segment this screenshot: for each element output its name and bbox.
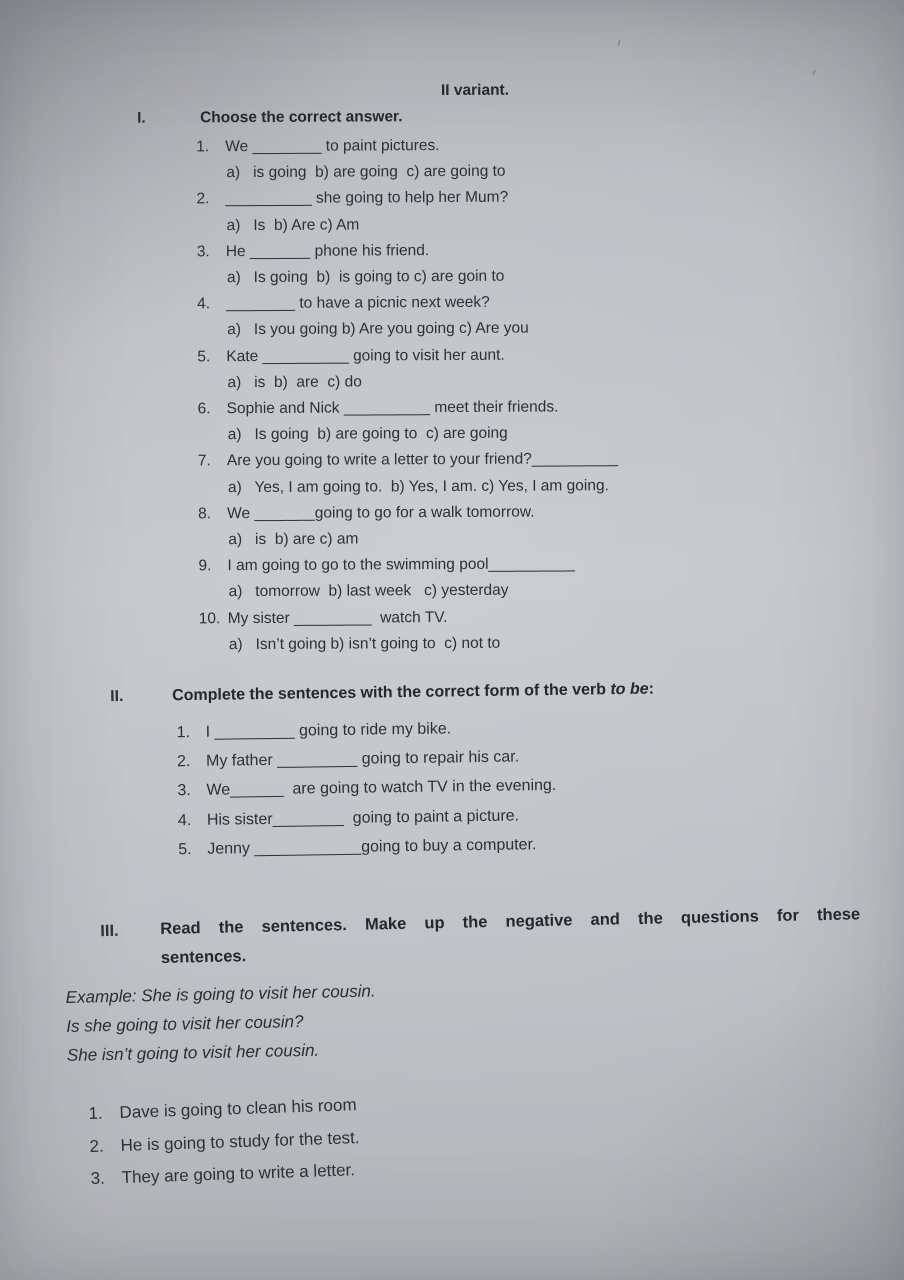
question-text: He _______ phone his friend. bbox=[225, 241, 430, 260]
section-2 bbox=[0, 675, 904, 867]
options-text: a) Is going b) are going to c) are going bbox=[227, 424, 508, 444]
question-text: Kate __________ going to visit her aunt. bbox=[226, 346, 505, 365]
item-text: Jenny ____________going to buy a computer. bbox=[207, 836, 537, 858]
item-number: 1. bbox=[176, 724, 191, 742]
section-1-label: I. bbox=[137, 109, 146, 127]
sentence-text: Dave is going to clean his room bbox=[119, 1095, 357, 1123]
sentence-number: 3. bbox=[90, 1168, 106, 1189]
question-text: My sister _________ watch TV. bbox=[227, 608, 448, 627]
item-number: 3. bbox=[177, 782, 191, 800]
section-2-heading bbox=[0, 675, 904, 709]
question-number: 9. bbox=[198, 557, 212, 575]
options-text: a) is going b) are going c) are going to bbox=[226, 162, 506, 182]
options-row bbox=[3, 628, 904, 659]
example-block bbox=[1, 965, 904, 1071]
section-2-label: II. bbox=[110, 687, 124, 706]
options-text: a) Is going b) is going to c) are goin to bbox=[226, 267, 505, 287]
section-1-questions bbox=[0, 131, 904, 660]
question-number: 5. bbox=[197, 347, 211, 365]
example-line: Is she going to visit her cousin? bbox=[66, 1011, 304, 1036]
item-text: His sister________ going to paint a picture. bbox=[206, 807, 520, 829]
paper-speck bbox=[812, 70, 816, 75]
section-3-heading bbox=[0, 899, 904, 975]
section-2-items bbox=[0, 708, 904, 867]
question-text: Are you going to write a letter to your friend?__________ bbox=[226, 450, 619, 470]
section-2-title-prefix: Complete the sentences with the correct form of the verb bbox=[172, 681, 611, 705]
section-3-label: III. bbox=[100, 921, 119, 941]
section-1-title: Choose the correct answer. bbox=[200, 108, 403, 127]
item-text: I _________ going to ride my bike. bbox=[205, 720, 452, 741]
item-text: We______ are going to watch TV in the evening. bbox=[206, 777, 557, 800]
options-text: a) is b) are c) do bbox=[227, 373, 362, 391]
question-number: 1. bbox=[196, 138, 210, 156]
item-text: My father _________ going to repair his car. bbox=[205, 748, 520, 771]
question-number: 2. bbox=[196, 190, 210, 208]
sentence-list bbox=[0, 1071, 904, 1198]
section-3-title-line1: Read the sentences. Make up the negative and the questions for these bbox=[160, 905, 861, 938]
item-number: 2. bbox=[176, 753, 191, 771]
question-number: 4. bbox=[197, 295, 211, 313]
question-text: I am going to go to the swimming pool__________ bbox=[227, 555, 575, 575]
section-3-title bbox=[160, 900, 861, 972]
options-text: a) tomorrow b) last week c) yesterday bbox=[228, 582, 509, 601]
section-2-title-verb: to be bbox=[610, 680, 649, 699]
item-number: 5. bbox=[178, 840, 192, 859]
options-text: a) Isn’t going b) isn’t going to c) not to bbox=[228, 634, 501, 654]
options-text: a) is b) are c) am bbox=[228, 530, 359, 549]
section-3-title-line2: sentences. bbox=[160, 946, 247, 967]
question-number: 8. bbox=[198, 505, 212, 523]
example-line: Example: She is going to visit her cousin. bbox=[65, 981, 376, 1007]
sentence-number: 1. bbox=[88, 1103, 104, 1124]
section-2-title-colon: : bbox=[648, 680, 655, 698]
paper-speck bbox=[617, 40, 620, 46]
example-line: She isn’t going to visit her cousin. bbox=[66, 1040, 320, 1065]
section-2-title bbox=[172, 679, 654, 707]
section-1-heading bbox=[137, 108, 403, 127]
section-3 bbox=[0, 899, 904, 1071]
sentence-number: 2. bbox=[89, 1136, 105, 1156]
question-text: __________ she going to help her Mum? bbox=[225, 189, 509, 208]
question-text: We _______going to go for a walk tomorrow. bbox=[227, 503, 535, 523]
options-text: a) Is b) Are c) Am bbox=[226, 216, 360, 234]
variant-title: II variant. bbox=[440, 81, 510, 100]
sentence-text: He is going to study for the test. bbox=[120, 1127, 360, 1155]
options-text: a) Is you going b) Are you going c) Are you bbox=[227, 320, 529, 339]
question-text: ________ to have a picnic next week? bbox=[226, 294, 490, 313]
question-number: 3. bbox=[196, 243, 210, 261]
question-number: 7. bbox=[197, 452, 211, 470]
item-number: 4. bbox=[177, 811, 192, 829]
question-text: We ________ to paint pictures. bbox=[225, 137, 440, 156]
question-number: 6. bbox=[197, 400, 211, 418]
question-number: 10. bbox=[198, 609, 221, 627]
sentence-text: They are going to write a letter. bbox=[121, 1160, 356, 1187]
question-text: Sophie and Nick __________ meet their friends. bbox=[226, 398, 559, 418]
options-text: a) Yes, I am going to. b) Yes, I am. c) Yes, I am going. bbox=[227, 476, 609, 496]
